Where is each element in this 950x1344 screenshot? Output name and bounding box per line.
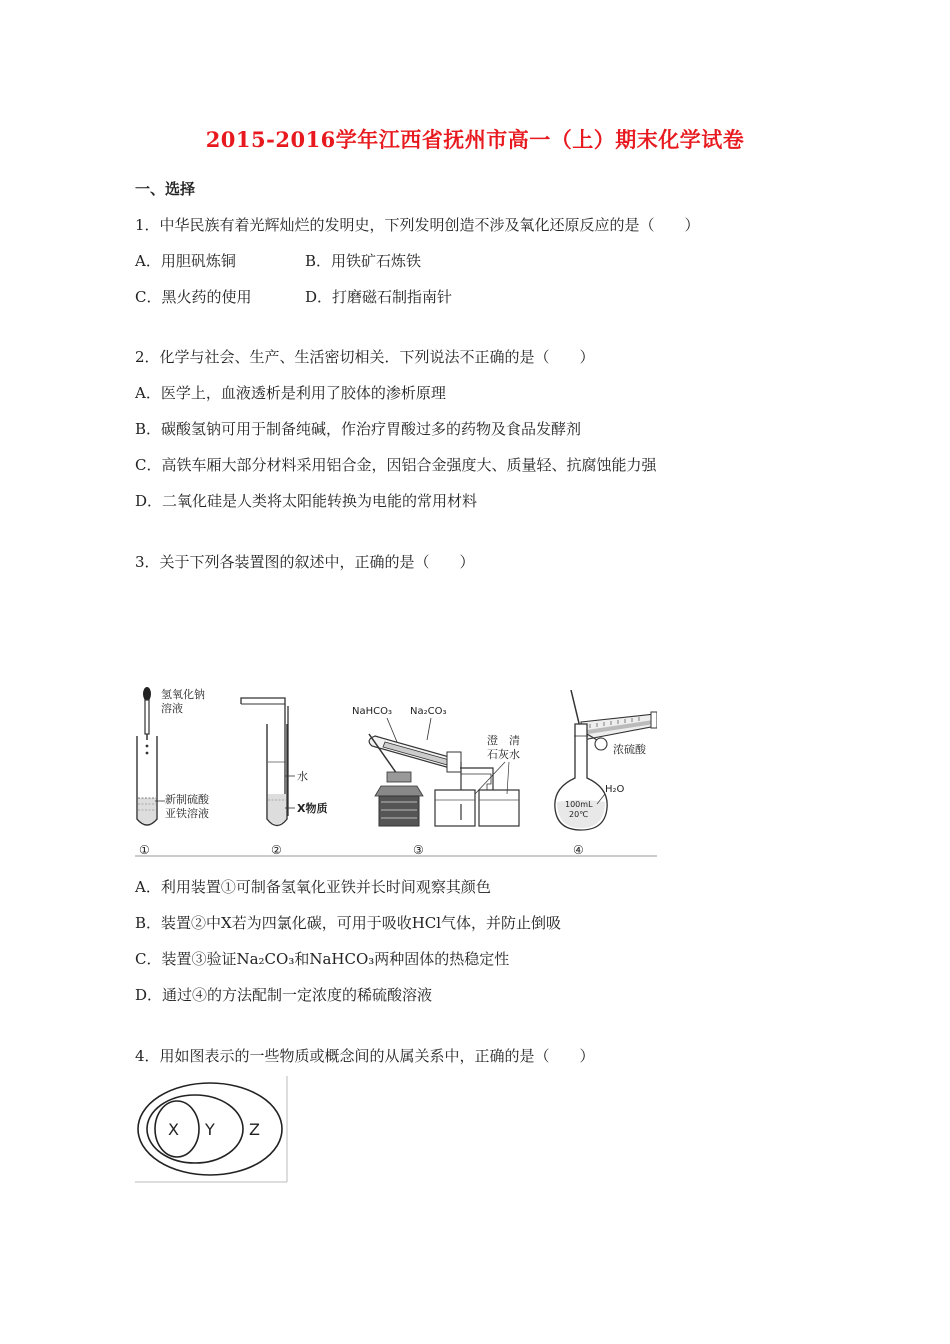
question-1-option-b: B．用铁矿石炼铁: [305, 252, 422, 270]
label-na2co3: Na₂CO₃: [410, 706, 447, 717]
label-y: Y: [205, 1120, 215, 1139]
label-h2o: H₂O: [605, 784, 625, 795]
apparatus-1: [137, 687, 210, 825]
label-flask-vol: 100mL: [565, 800, 593, 809]
set-y: [147, 1095, 243, 1163]
venn-diagram: [135, 1076, 291, 1184]
label-limewater-1: 澄 清: [487, 734, 520, 747]
apparatus-figure: [135, 684, 657, 860]
question-1-stem: 1．中华民族有着光辉灿烂的发明史，下列发明创造不涉及氧化还原反应的是（ ）: [135, 216, 700, 234]
section-heading: 一、选择: [135, 180, 196, 198]
label-naoh-2: 溶液: [161, 702, 183, 715]
label-feso4-1: 新制硫酸: [165, 793, 209, 806]
question-3-option-a: A．利用装置①可制备氢氧化亚铁并长时间观察其颜色: [135, 878, 491, 896]
question-2-option-c: C．高铁车厢大部分材料采用铝合金，因铝合金强度大、质量轻、抗腐蚀能力强: [135, 456, 657, 474]
apparatus-number-3: ③: [413, 843, 424, 857]
question-4-stem: 4．用如图表示的一些物质或概念间的从属关系中，正确的是（ ）: [135, 1047, 595, 1065]
label-naoh-1: 氢氧化钠: [161, 688, 205, 701]
apparatus-number-4: ④: [573, 843, 584, 857]
label-water: 水: [297, 770, 308, 783]
question-2-option-a: A．医学上，血液透析是利用了胶体的渗析原理: [135, 384, 446, 402]
label-z: Z: [249, 1120, 260, 1139]
apparatus-number-2: ②: [271, 843, 282, 857]
label-conc-acid: 浓硫酸: [613, 743, 646, 756]
question-3-option-c: C．装置③验证Na₂CO₃和NaHCO₃两种固体的热稳定性: [135, 950, 510, 968]
label-limewater-2: 石灰水: [487, 748, 520, 761]
apparatus-2: [241, 698, 327, 826]
question-1-option-a: A．用胆矾炼铜: [135, 252, 236, 270]
question-3-stem: 3．关于下列各装置图的叙述中，正确的是（ ）: [135, 553, 475, 571]
label-nahco3: NaHCO₃: [352, 706, 392, 717]
question-2-stem: 2．化学与社会、生产、生活密切相关．下列说法不正确的是（ ）: [135, 348, 595, 366]
label-feso4-2: 亚铁溶液: [165, 807, 209, 820]
apparatus-4: [555, 690, 657, 830]
label-x: X: [168, 1120, 179, 1139]
apparatus-number-1: ①: [139, 843, 150, 857]
question-1-option-d: D．打磨磁石制指南针: [305, 288, 453, 306]
label-flask-temp: 20℃: [569, 810, 589, 819]
question-1-option-c: C．黑火药的使用: [135, 288, 252, 306]
question-3-option-d: D．通过④的方法配制一定浓度的稀硫酸溶液: [135, 986, 433, 1004]
question-2-option-d: D．二氧化硅是人类将太阳能转换为电能的常用材料: [135, 492, 478, 510]
label-x-substance: X物质: [297, 802, 328, 815]
apparatus-3: [352, 706, 520, 826]
question-3-option-b: B．装置②中X若为四氯化碳，可用于吸收HCl气体，并防止倒吸: [135, 914, 562, 932]
question-2-option-b: B．碳酸氢钠可用于制备纯碱，作治疗胃酸过多的药物及食品发酵剂: [135, 420, 582, 438]
exam-title: 2015-2016学年江西省抚州市高一（上）期末化学试卷: [205, 127, 745, 152]
